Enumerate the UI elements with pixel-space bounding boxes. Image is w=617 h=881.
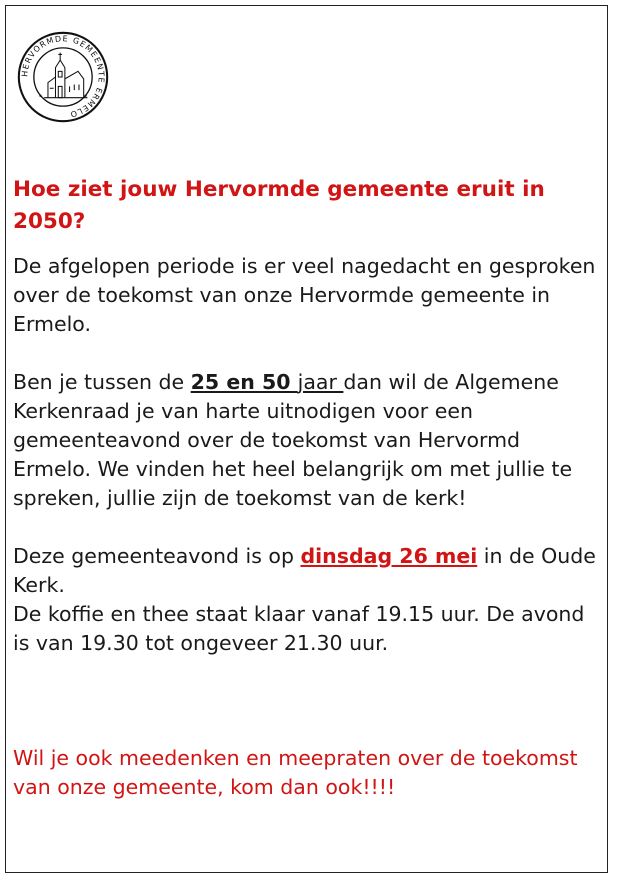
closing-paragraph: Wil je ook meedenken en meepraten over de toekomst van onze gemeente, kom dan ook!!!! — [13, 746, 578, 799]
invite-text-before: Ben je tussen de — [13, 370, 191, 394]
church-seal-icon — [16, 30, 110, 124]
invite-paragraph — [13, 368, 603, 513]
intro-paragraph: De afgelopen periode is er veel nagedacht en gesproken over de toekomst van onze Hervormde gemeente in Ermelo. — [13, 254, 596, 336]
age-range: 25 en 50 — [190, 370, 298, 394]
age-unit: jaar — [297, 370, 344, 394]
event-paragraph — [13, 542, 603, 600]
event-text-before: Deze gemeenteavond is op — [13, 544, 301, 568]
times-paragraph: De koffie en thee staat klaar vanaf 19.15 uur. De avond is van 19.30 tot ongeveer 21.30 uur. — [13, 602, 585, 655]
letter-body — [13, 174, 603, 802]
invite-text-after: dan wil de Algemene Kerkenraad je van harte uitnodigen voor een gemeenteavond over de toekomst van Hervormd Ermelo. We vinden het heel belangrijk om met jullie te spreken, jullie zijn de toekomst van de kerk! — [13, 370, 573, 510]
seal-ring-text: HERVORMDE GEMEENTE ERMELO — [20, 34, 106, 120]
event-date: dinsdag 26 mei — [300, 544, 478, 568]
event-text-after: in de Oude Kerk. — [13, 544, 596, 597]
page-title: Hoe ziet jouw Hervormde gemeente eruit in 2050? — [13, 177, 545, 234]
